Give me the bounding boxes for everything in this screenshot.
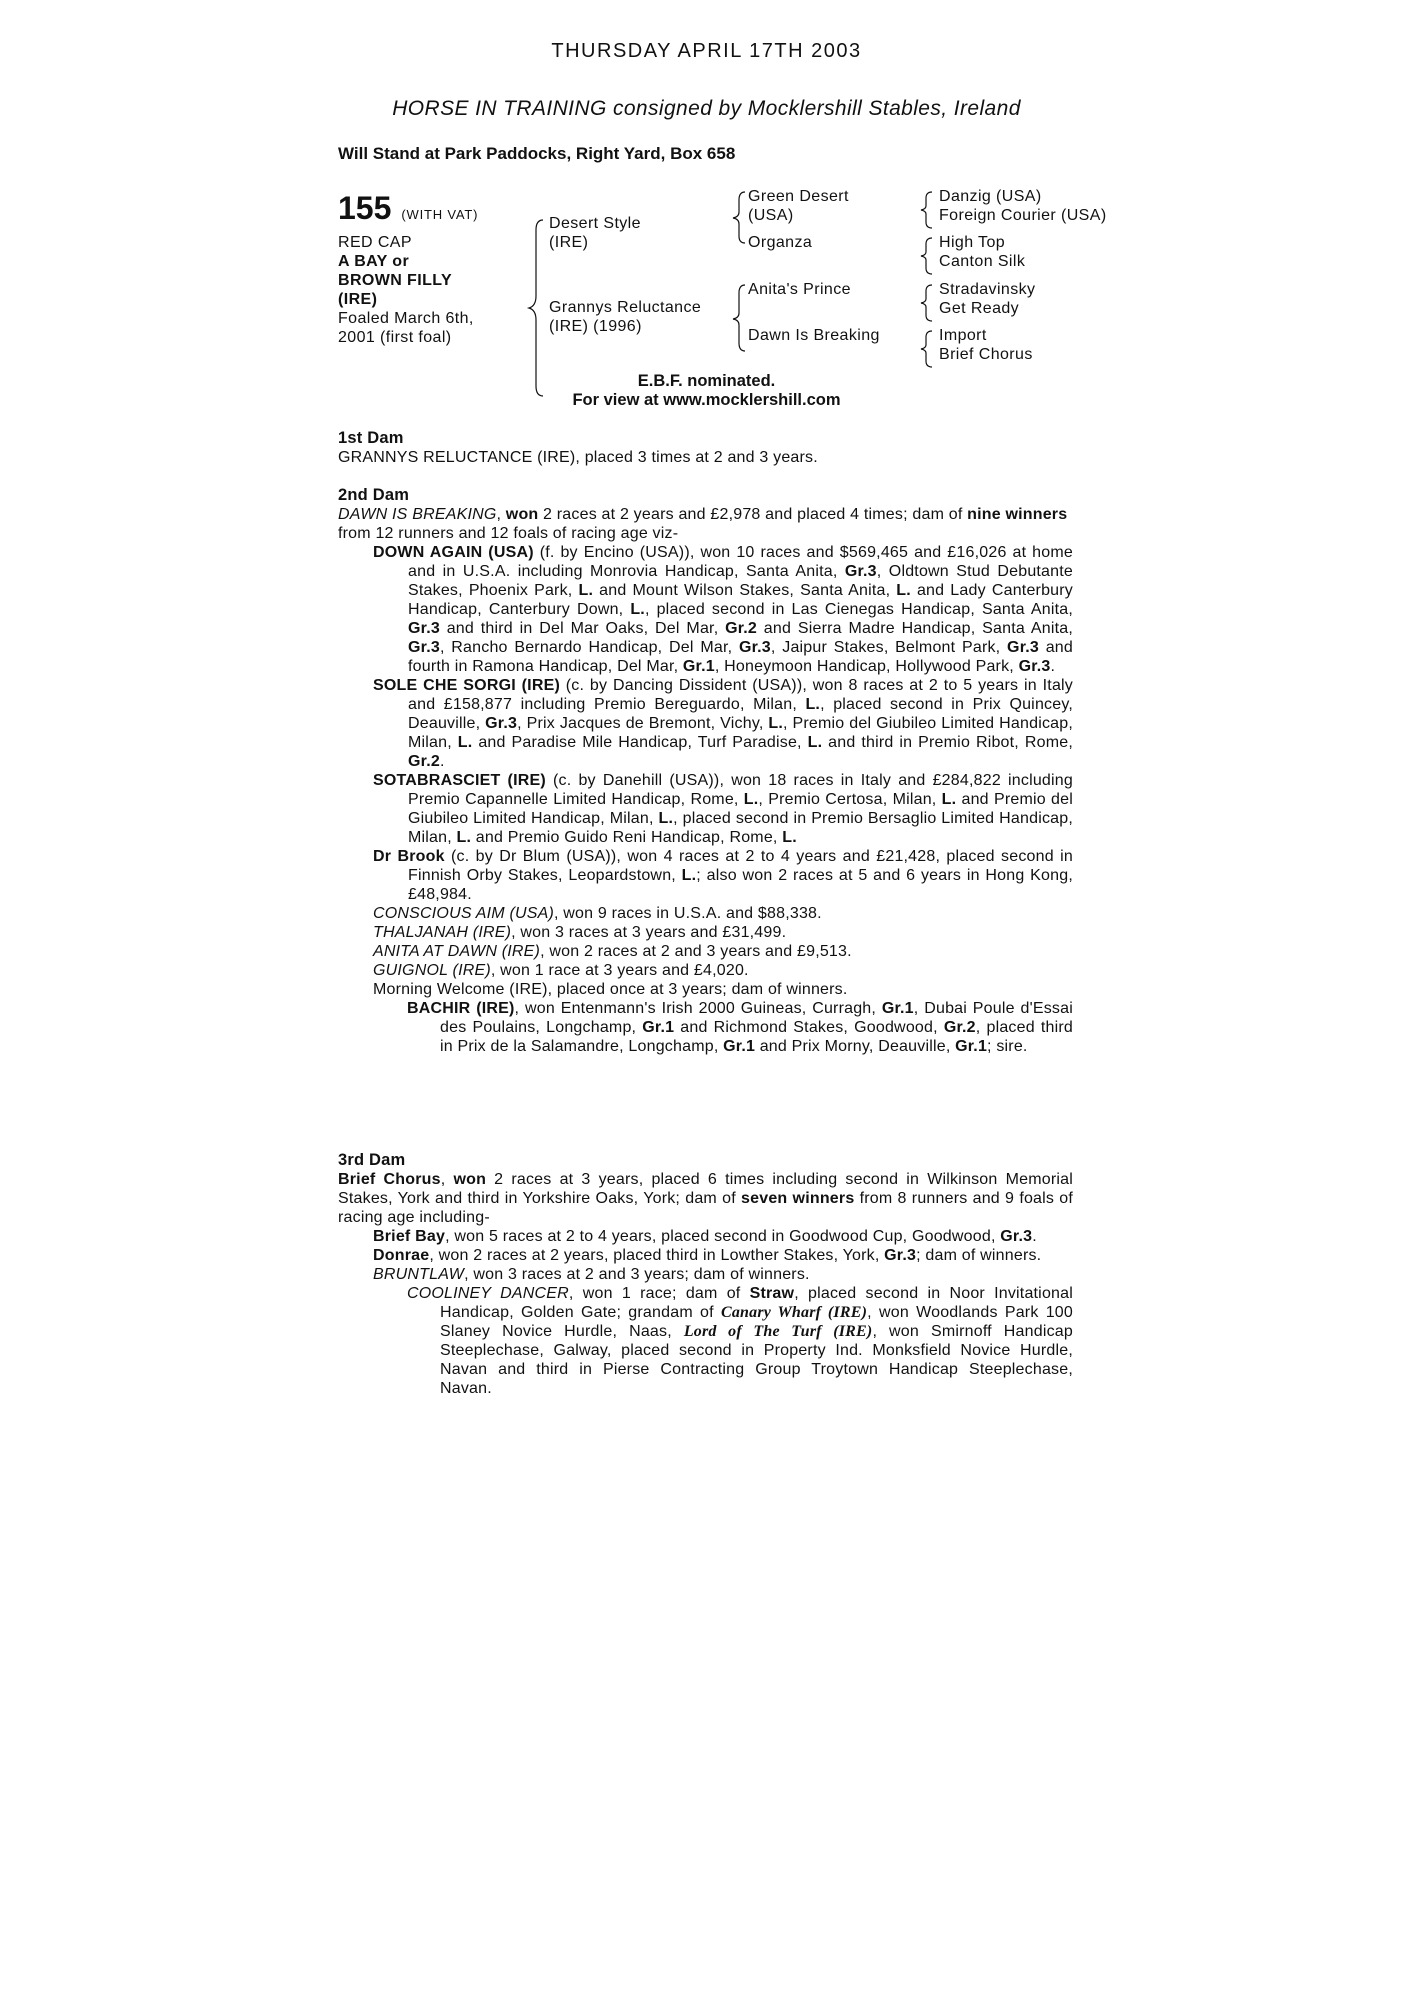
third-dam-text: Brief Chorus, won 2 races at 3 years, placed 6 times including second in Wilkinson Memorial Stakes, York and third in Yorkshire Oaks, York; dam of seven winners from 8 runners and 9 foals of racing age including- [338, 1171, 1074, 1226]
progeny-item: CONSCIOUS AIM (USA), won 9 races in U.S.A. and $88,338. [373, 905, 822, 922]
progeny-item: Donrae, won 2 races at 2 years, placed third in Lowther Stakes, York, Gr.3; dam of winners. [373, 1247, 1042, 1264]
progeny-item: GUIGNOL (IRE), won 1 race at 3 years and £4,020. [373, 962, 749, 979]
pedigree-brace-gen3-2 [919, 236, 935, 276]
foaled-date: Foaled March 6th, 2001 (first foal) [338, 310, 474, 346]
pedigree-brace-gen3-4 [919, 329, 935, 369]
section-heading: 3rd Dam [338, 1151, 406, 1169]
horse-name: RED CAP [338, 234, 412, 251]
second-dam-text: DAWN IS BREAKING, won 2 races at 2 years and £2,978 and placed 4 times; dam of nine winners from 12 runners and 12 foals of racing age viz- [338, 506, 1068, 542]
lot-number: 155 [338, 190, 392, 226]
pedigree-gen3-7: Import [939, 327, 987, 344]
horse-description: A BAY or BROWN FILLY (IRE) [338, 253, 452, 308]
first-dam-text: GRANNYS RELUCTANCE (IRE), placed 3 times at 2 and 3 years. [338, 449, 818, 466]
third-dam-section [338, 1151, 1073, 1398]
section-heading: 2nd Dam [338, 486, 410, 504]
pedigree-gen3-5: Stradavinsky [939, 281, 1036, 298]
lot-info [338, 233, 478, 347]
progeny-item: THALJANAH (IRE), won 3 races at 3 years and £31,499. [373, 924, 787, 941]
first-dam-section [338, 429, 1073, 467]
progeny-item: SOTABRASCIET (IRE) (c. by Danehill (USA)), won 18 races in Italy and £284,822 including Premio Capannelle Limited Handicap, Rome, L., Premio Certosa, Milan, L. and Premio del Giubileo Limited Handicap, Milan, L., placed second in Premio Bersaglio Limited Handicap, Milan, L. and Premio Guido Reni Handicap, Rome, L. [373, 772, 1073, 846]
progeny-item: COOLINEY DANCER, won 1 race; dam of Straw, placed second in Noor Invitational Handicap, Golden Gate; grandam of Canary Wharf (IRE), won Woodlands Park 100 Slaney Novice Hurdle, Naas, Lord of The Turf (IRE), won Smirnoff Handicap Steeplechase, Galway, placed second in Property Ind. Monksfield Novice Hurdle, Navan and third in Pierse Contracting Group Troytown Handicap Steeplechase, Navan. [407, 1285, 1073, 1397]
second-dam-section [338, 486, 1073, 1056]
pedigree-gen3-2: Foreign Courier (USA) [939, 207, 1107, 224]
progeny-item: ANITA AT DAWN (IRE), won 2 races at 2 and 3 years and £9,513. [373, 943, 852, 960]
pedigree-sire-dam: Organza [748, 234, 813, 251]
pedigree-dam-dam: Dawn Is Breaking [748, 327, 880, 344]
pedigree-sire: Desert Style (IRE) [549, 215, 641, 251]
lot-header [338, 190, 478, 227]
progeny-item: Dr Brook (c. by Dr Blum (USA)), won 4 races at 2 to 4 years and £21,428, placed second in Finnish Orby Stakes, Leopardstown, L.; also won 2 races at 5 and 6 years in Hong Kong, £48,984. [373, 848, 1073, 903]
pedigree-sire-sire: Green Desert (USA) [748, 188, 849, 224]
progeny-item: BACHIR (IRE), won Entenmann's Irish 2000 Guineas, Curragh, Gr.1, Dubai Poule d'Essai des Poulains, Longchamp, Gr.1 and Richmond Stakes, Goodwood, Gr.2, placed third in Prix de la Salamandre, Longchamp, Gr.1 and Prix Morny, Deauville, Gr.1; sire. [407, 1000, 1074, 1055]
sale-date: THURSDAY APRIL 17TH 2003 [551, 40, 862, 62]
stand-location: Will Stand at Park Paddocks, Right Yard, Box 658 [338, 144, 736, 163]
section-heading: 1st Dam [338, 429, 404, 447]
progeny-item: Morning Welcome (IRE), placed once at 3 years; dam of winners. [373, 981, 848, 998]
pedigree-brace-main [527, 218, 547, 398]
ebf-note: E.B.F. nominated. [637, 372, 776, 390]
view-note: For view at www.mocklershill.com [572, 391, 841, 409]
pedigree-gen3-3: High Top [939, 234, 1006, 251]
vat-note: (WITH VAT) [401, 207, 479, 222]
progeny-item: BRUNTLAW, won 3 races at 2 and 3 years; dam of winners. [373, 1266, 810, 1283]
pedigree-gen3-1: Danzig (USA) [939, 188, 1042, 205]
pedigree-brace-gen3-3 [919, 283, 935, 323]
pedigree-gen3-6: Get Ready [939, 300, 1020, 317]
progeny-item: Brief Bay, won 5 races at 2 to 4 years, placed second in Goodwood Cup, Goodwood, Gr.3. [373, 1228, 1037, 1245]
pedigree-brace-dam [731, 283, 749, 353]
pedigree-dam: Grannys Reluctance (IRE) (1996) [549, 299, 702, 335]
pedigree-brace-sire [731, 190, 749, 245]
pedigree-brace-gen3-1 [919, 190, 935, 230]
consignment-line: HORSE IN TRAINING consigned by Mocklershill Stables, Ireland [392, 97, 1021, 120]
pedigree-gen3-4: Canton Silk [939, 253, 1026, 270]
pedigree-dam-sire: Anita's Prince [748, 281, 851, 298]
pedigree-gen3-8: Brief Chorus [939, 346, 1033, 363]
progeny-item: SOLE CHE SORGI (IRE) (c. by Dancing Dissident (USA)), won 8 races at 2 to 5 years in Italy and £158,877 including Premio Bereguardo, Milan, L., placed second in Prix Quincey, Deauville, Gr.3, Prix Jacques de Bremont, Vichy, L., Premio del Giubileo Limited Handicap, Milan, L. and Paradise Mile Handicap, Turf Paradise, L. and third in Premio Ribot, Rome, Gr.2. [373, 677, 1073, 770]
progeny-item: DOWN AGAIN (USA) (f. by Encino (USA)), won 10 races and $569,465 and £16,026 at home and in U.S.A. including Monrovia Handicap, Santa Anita, Gr.3, Oldtown Stud Debutante Stakes, Phoenix Park, L. and Mount Wilson Stakes, Santa Anita, L. and Lady Canterbury Handicap, Canterbury Down, L., placed second in Las Cienegas Handicap, Santa Anita, Gr.3 and third in Del Mar Oaks, Del Mar, Gr.2 and Sierra Madre Handicap, Santa Anita, Gr.3, Rancho Bernardo Handicap, Del Mar, Gr.3, Jaipur Stakes, Belmont Park, Gr.3 and fourth in Ramona Handicap, Del Mar, Gr.1, Honeymoon Handicap, Hollywood Park, Gr.3. [373, 544, 1074, 675]
